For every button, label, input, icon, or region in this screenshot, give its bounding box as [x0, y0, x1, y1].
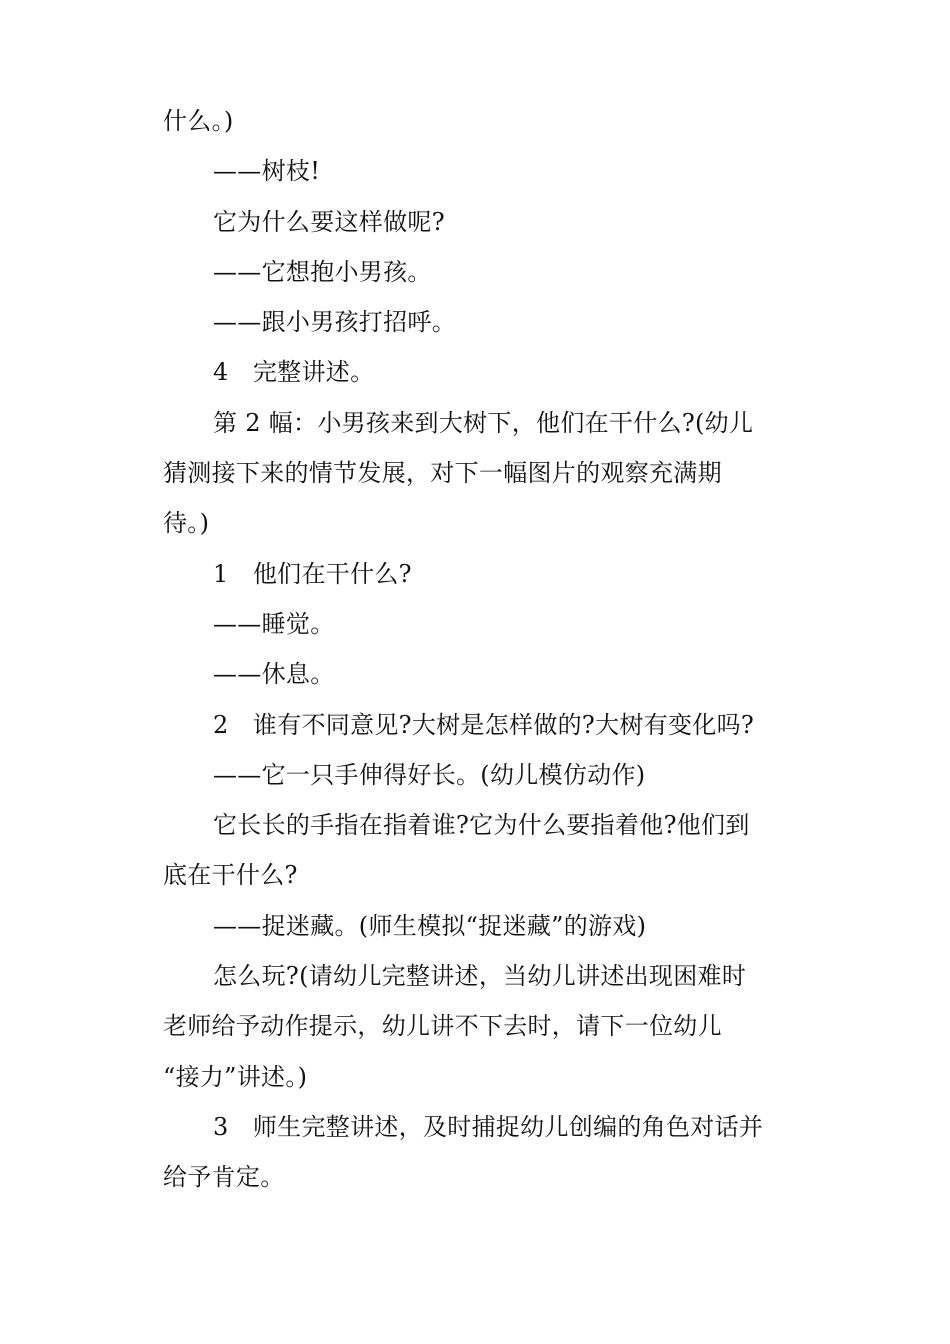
text-line: ——捉迷藏。(师生模拟“捉迷藏”的游戏) [213, 911, 647, 940]
text-line: 待。) [163, 509, 210, 538]
text-line: 它长长的手指在指着谁?它为什么要指着他?他们到 [213, 811, 750, 840]
text-line: “接力”讲述。) [163, 1062, 308, 1091]
text-line: ——它想抱小男孩。 [213, 257, 432, 286]
text-line: 底在干什么? [163, 861, 298, 890]
text-line: ——它一只手伸得好长。(幼儿模仿动作) [213, 760, 646, 789]
text-line: 4 完整讲述。 [213, 358, 375, 387]
text-line: 3 师生完整讲述，及时捕捉幼儿创编的角色对话并 [213, 1112, 764, 1141]
text-line: ——睡觉。 [213, 609, 335, 638]
text-line: 1 他们在干什么? [213, 559, 412, 588]
text-line: ——休息。 [213, 660, 335, 689]
text-line: 2 谁有不同意见?大树是怎样做的?大树有变化吗? [213, 710, 755, 739]
text-line: 第 2 幅：小男孩来到大树下，他们在干什么?(幼儿 [213, 408, 754, 437]
text-line: ——树枝! [213, 157, 321, 186]
text-line: 怎么玩?(请幼儿完整讲述，当幼儿讲述出现困难时 [213, 962, 747, 991]
text-line: ——跟小男孩打招呼。 [213, 308, 456, 337]
text-line: 老师给予动作提示，幼儿讲不下去时，请下一位幼儿 [163, 1012, 722, 1041]
text-line: 猜测接下来的情节发展，对下一幅图片的观察充满期 [163, 459, 722, 488]
text-line: 什么。) [163, 107, 234, 135]
text-line: 给予肯定。 [163, 1163, 285, 1192]
text-line: 它为什么要这样做呢? [213, 207, 445, 236]
document-body [163, 96, 793, 1203]
